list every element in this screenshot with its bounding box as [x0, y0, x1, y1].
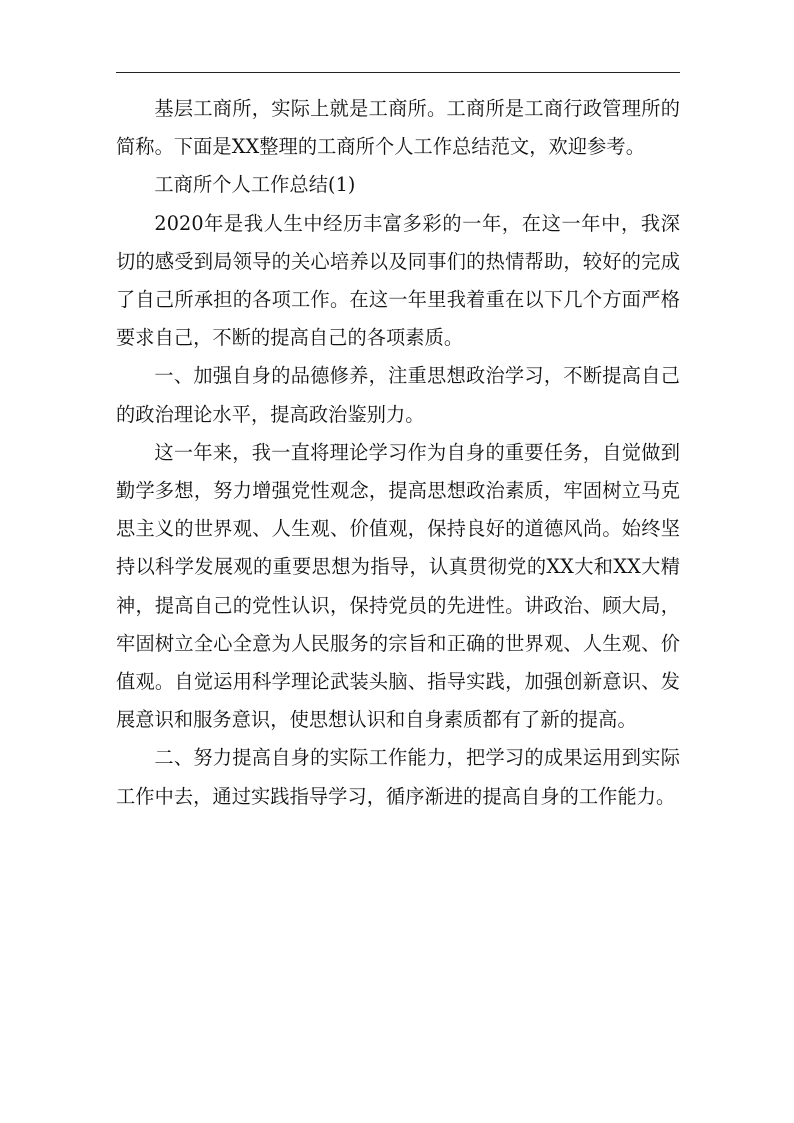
body-paragraph: 这一年来，我一直将理论学习作为自身的重要任务，自觉做到勤学多想，努力增强党性观念，提高思想政治素质，牢固树立马克思主义的世界观、人生观、价值观，保持良好的道德风尚。始终坚持以科学发展观的重要思想为指导，认真贯彻党的XX大和XX大精神，提高自己的党性认识，保持党员的先进性。讲政治、顾大局，牢固树立全心全意为人民服务的宗旨和正确的世界观、人生观、价值观。自觉运用科学理论武装头脑、指导实践，加强创新意识、发展意识和服务意识，使思想认识和自身素质都有了新的提高。: [116, 440, 680, 732]
section-heading: 工商所个人工作总结(1): [154, 173, 356, 197]
intro-paragraph: 基层工商所，实际上就是工商所。工商所是工商行政管理所的简称。下面是XX整理的工商所个人工作总结范文，欢迎参考。: [116, 97, 680, 159]
point-one-paragraph: 一、加强自身的品德修养，注重思想政治学习，不断提高自己的政治理论水平，提高政治鉴别力。: [116, 364, 680, 426]
point-two-paragraph: 二、努力提高自身的实际工作能力，把学习的成果运用到实际工作中去，通过实践指导学习，循序渐进的提高自身的工作能力。: [116, 746, 680, 808]
header-rule: [116, 72, 680, 73]
body-paragraph: 2020年是我人生中经历丰富多彩的一年，在这一年中，我深切的感受到局领导的关心培养以及同事们的热情帮助，较好的完成了自己所承担的各项工作。在这一年里我着重在以下几个方面严格要求自己，不断的提高自己的各项素质。: [116, 211, 680, 350]
document-body: [116, 90, 680, 816]
